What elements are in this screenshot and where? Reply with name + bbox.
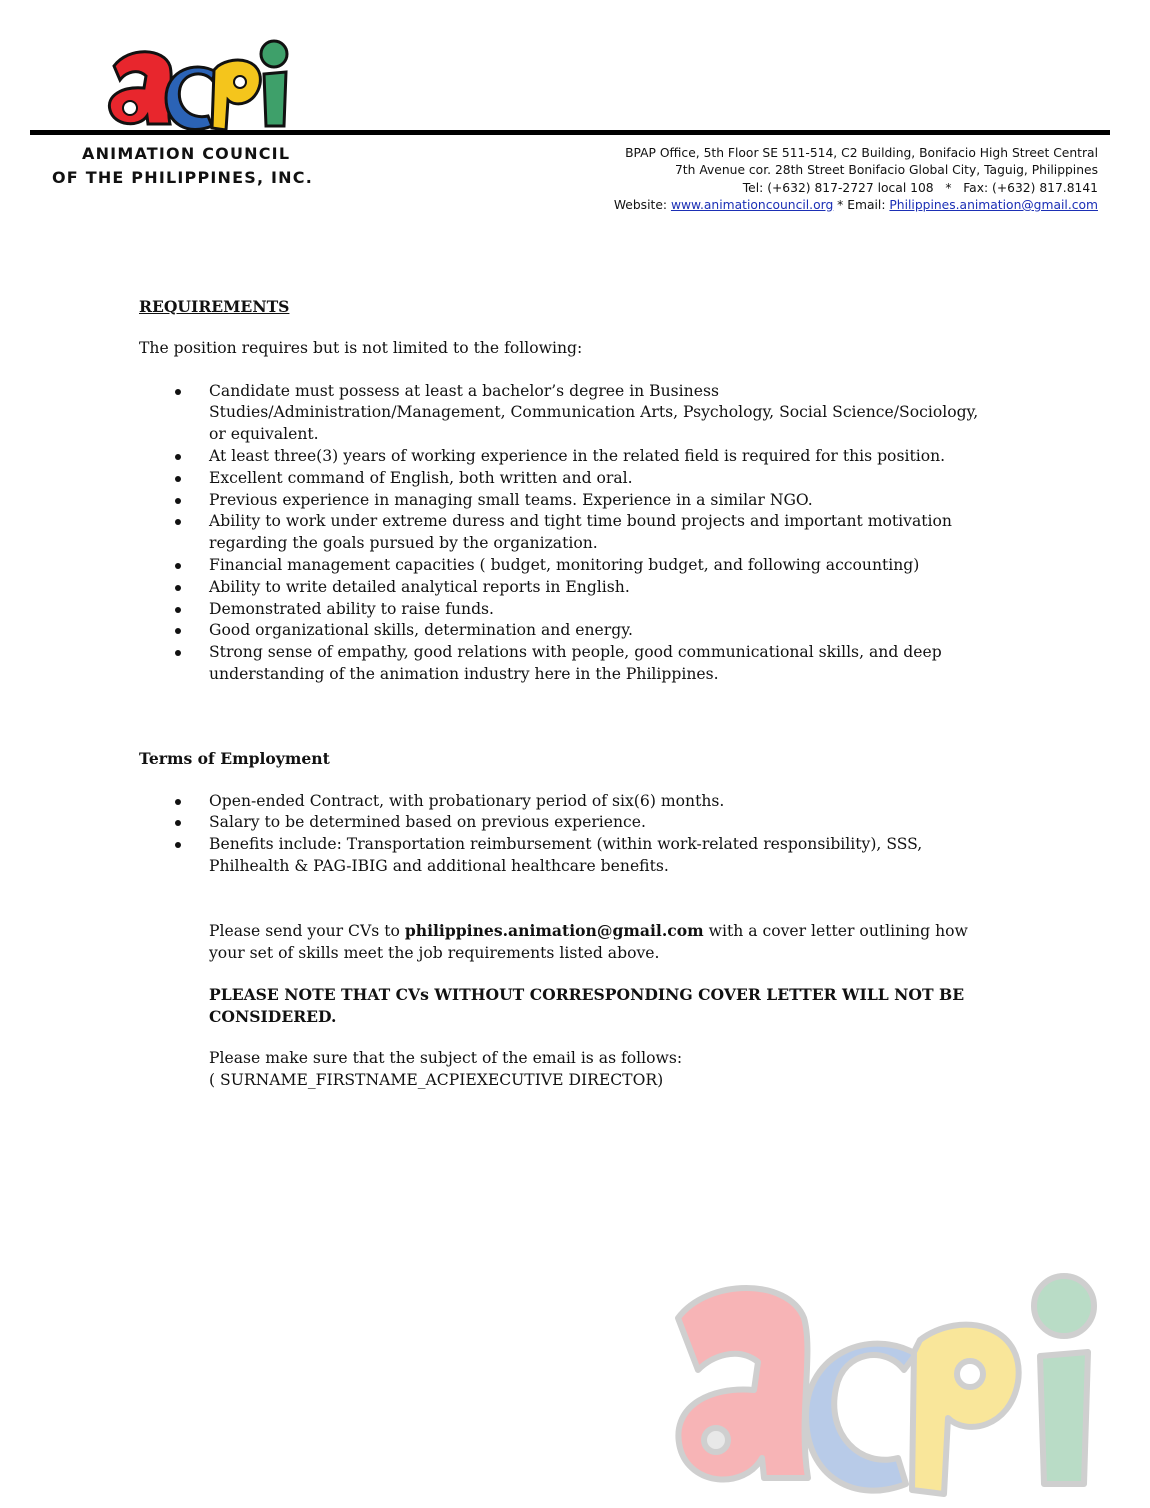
list-item: Ability to work under extreme duress and tight time bound projects and important motivation regarding the goals pursued by the organization.: [139, 511, 999, 555]
list-item: Financial management capacities ( budget, monitoring budget, and following accounting): [139, 555, 999, 577]
org-name: [52, 142, 362, 190]
list-item: Salary to be determined based on previous experience.: [139, 812, 999, 834]
bullet-icon: [175, 799, 181, 805]
phone-fax-line: Tel: (+632) 817-2727 local 108 * Fax: (+632) 817.8141: [742, 180, 1098, 195]
send-cv-paragraph: [139, 920, 979, 965]
list-item: Demonstrated ability to raise funds.: [139, 599, 999, 621]
list-item: Good organizational skills, determination and energy.: [139, 620, 999, 642]
send-suffix: with a cover letter outlining how your set of skills meet the job requirements listed above.: [209, 921, 968, 962]
org-name-line1: ANIMATION COUNCIL: [82, 144, 291, 163]
list-item: Candidate must possess at least a bachelor’s degree in Business Studies/Administration/Management, Communication Arts, Psychology, Social Science/Sociology, or equivalent.: [139, 381, 999, 446]
address-line1: BPAP Office, 5th Floor SE 511-514, C2 Building, Bonifacio High Street Central: [625, 146, 1098, 160]
bullet-icon: [175, 607, 181, 613]
subject-intro: Please make sure that the subject of the email is as follows:: [209, 1048, 683, 1067]
email-label: * Email:: [833, 197, 890, 212]
subject-format: ( SURNAME_FIRSTNAME_ACPIEXECUTIVE DIRECTOR): [209, 1070, 664, 1089]
list-item: Benefits include: Transportation reimbursement (within work-related responsibility), SSS, Philhealth & PAG-IBIG and additional healthcare benefits.: [139, 834, 999, 878]
website-label: Website:: [613, 197, 671, 212]
address-line2: 7th Avenue cor. 28th Street Bonifacio Global City, Taguig, Philippines: [674, 163, 1098, 178]
list-item: Ability to write detailed analytical reports in English.: [139, 577, 999, 599]
bullet-icon: [175, 563, 181, 569]
contact-block: [498, 145, 1098, 214]
website-link[interactable]: www.animationcouncil.org: [670, 197, 834, 212]
bullet-icon: [175, 650, 181, 656]
bullet-icon: [175, 389, 181, 395]
terms-heading: Terms of Employment: [139, 748, 330, 768]
email-link[interactable]: Philippines.animation@gmail.com: [889, 197, 1098, 212]
bullet-icon: [175, 454, 181, 460]
web-email-line: [498, 197, 1098, 214]
requirements-list: [139, 381, 999, 686]
acpi-watermark-logo: [668, 1258, 1108, 1498]
bullet-icon: [175, 842, 181, 848]
bullet-icon: [175, 498, 181, 504]
acpi-logo: [104, 36, 294, 132]
bullet-icon: [175, 585, 181, 591]
list-item: At least three(3) years of working experience in the related field is required for this position.: [139, 446, 999, 468]
send-email: philippines.animation@gmail.com: [404, 920, 704, 940]
org-name-line2: OF THE PHILIPPINES, INC.: [52, 168, 313, 187]
header-rule: [30, 130, 1110, 135]
list-item: Open-ended Contract, with probationary period of six(6) months.: [139, 791, 999, 813]
requirements-heading: REQUIREMENTS: [139, 297, 290, 316]
list-item: Strong sense of empathy, good relations with people, good communicational skills, and deep understanding of the animation industry here in the Philippines.: [139, 642, 999, 686]
bullet-icon: [175, 628, 181, 634]
cover-letter-note: PLEASE NOTE THAT CVs WITHOUT CORRESPONDING COVER LETTER WILL NOT BE CONSIDERED.: [209, 985, 965, 1027]
terms-list: [139, 791, 999, 878]
send-prefix: Please send your CVs to: [209, 921, 405, 940]
bullet-icon: [175, 820, 181, 826]
bullet-icon: [175, 476, 181, 482]
list-item: Previous experience in managing small teams. Experience in a similar NGO.: [139, 490, 999, 512]
document-body: [139, 296, 1059, 1092]
list-item: Excellent command of English, both written and oral.: [139, 468, 999, 490]
requirements-intro: The position requires but is not limited to the following:: [139, 338, 583, 357]
bullet-icon: [175, 519, 181, 525]
